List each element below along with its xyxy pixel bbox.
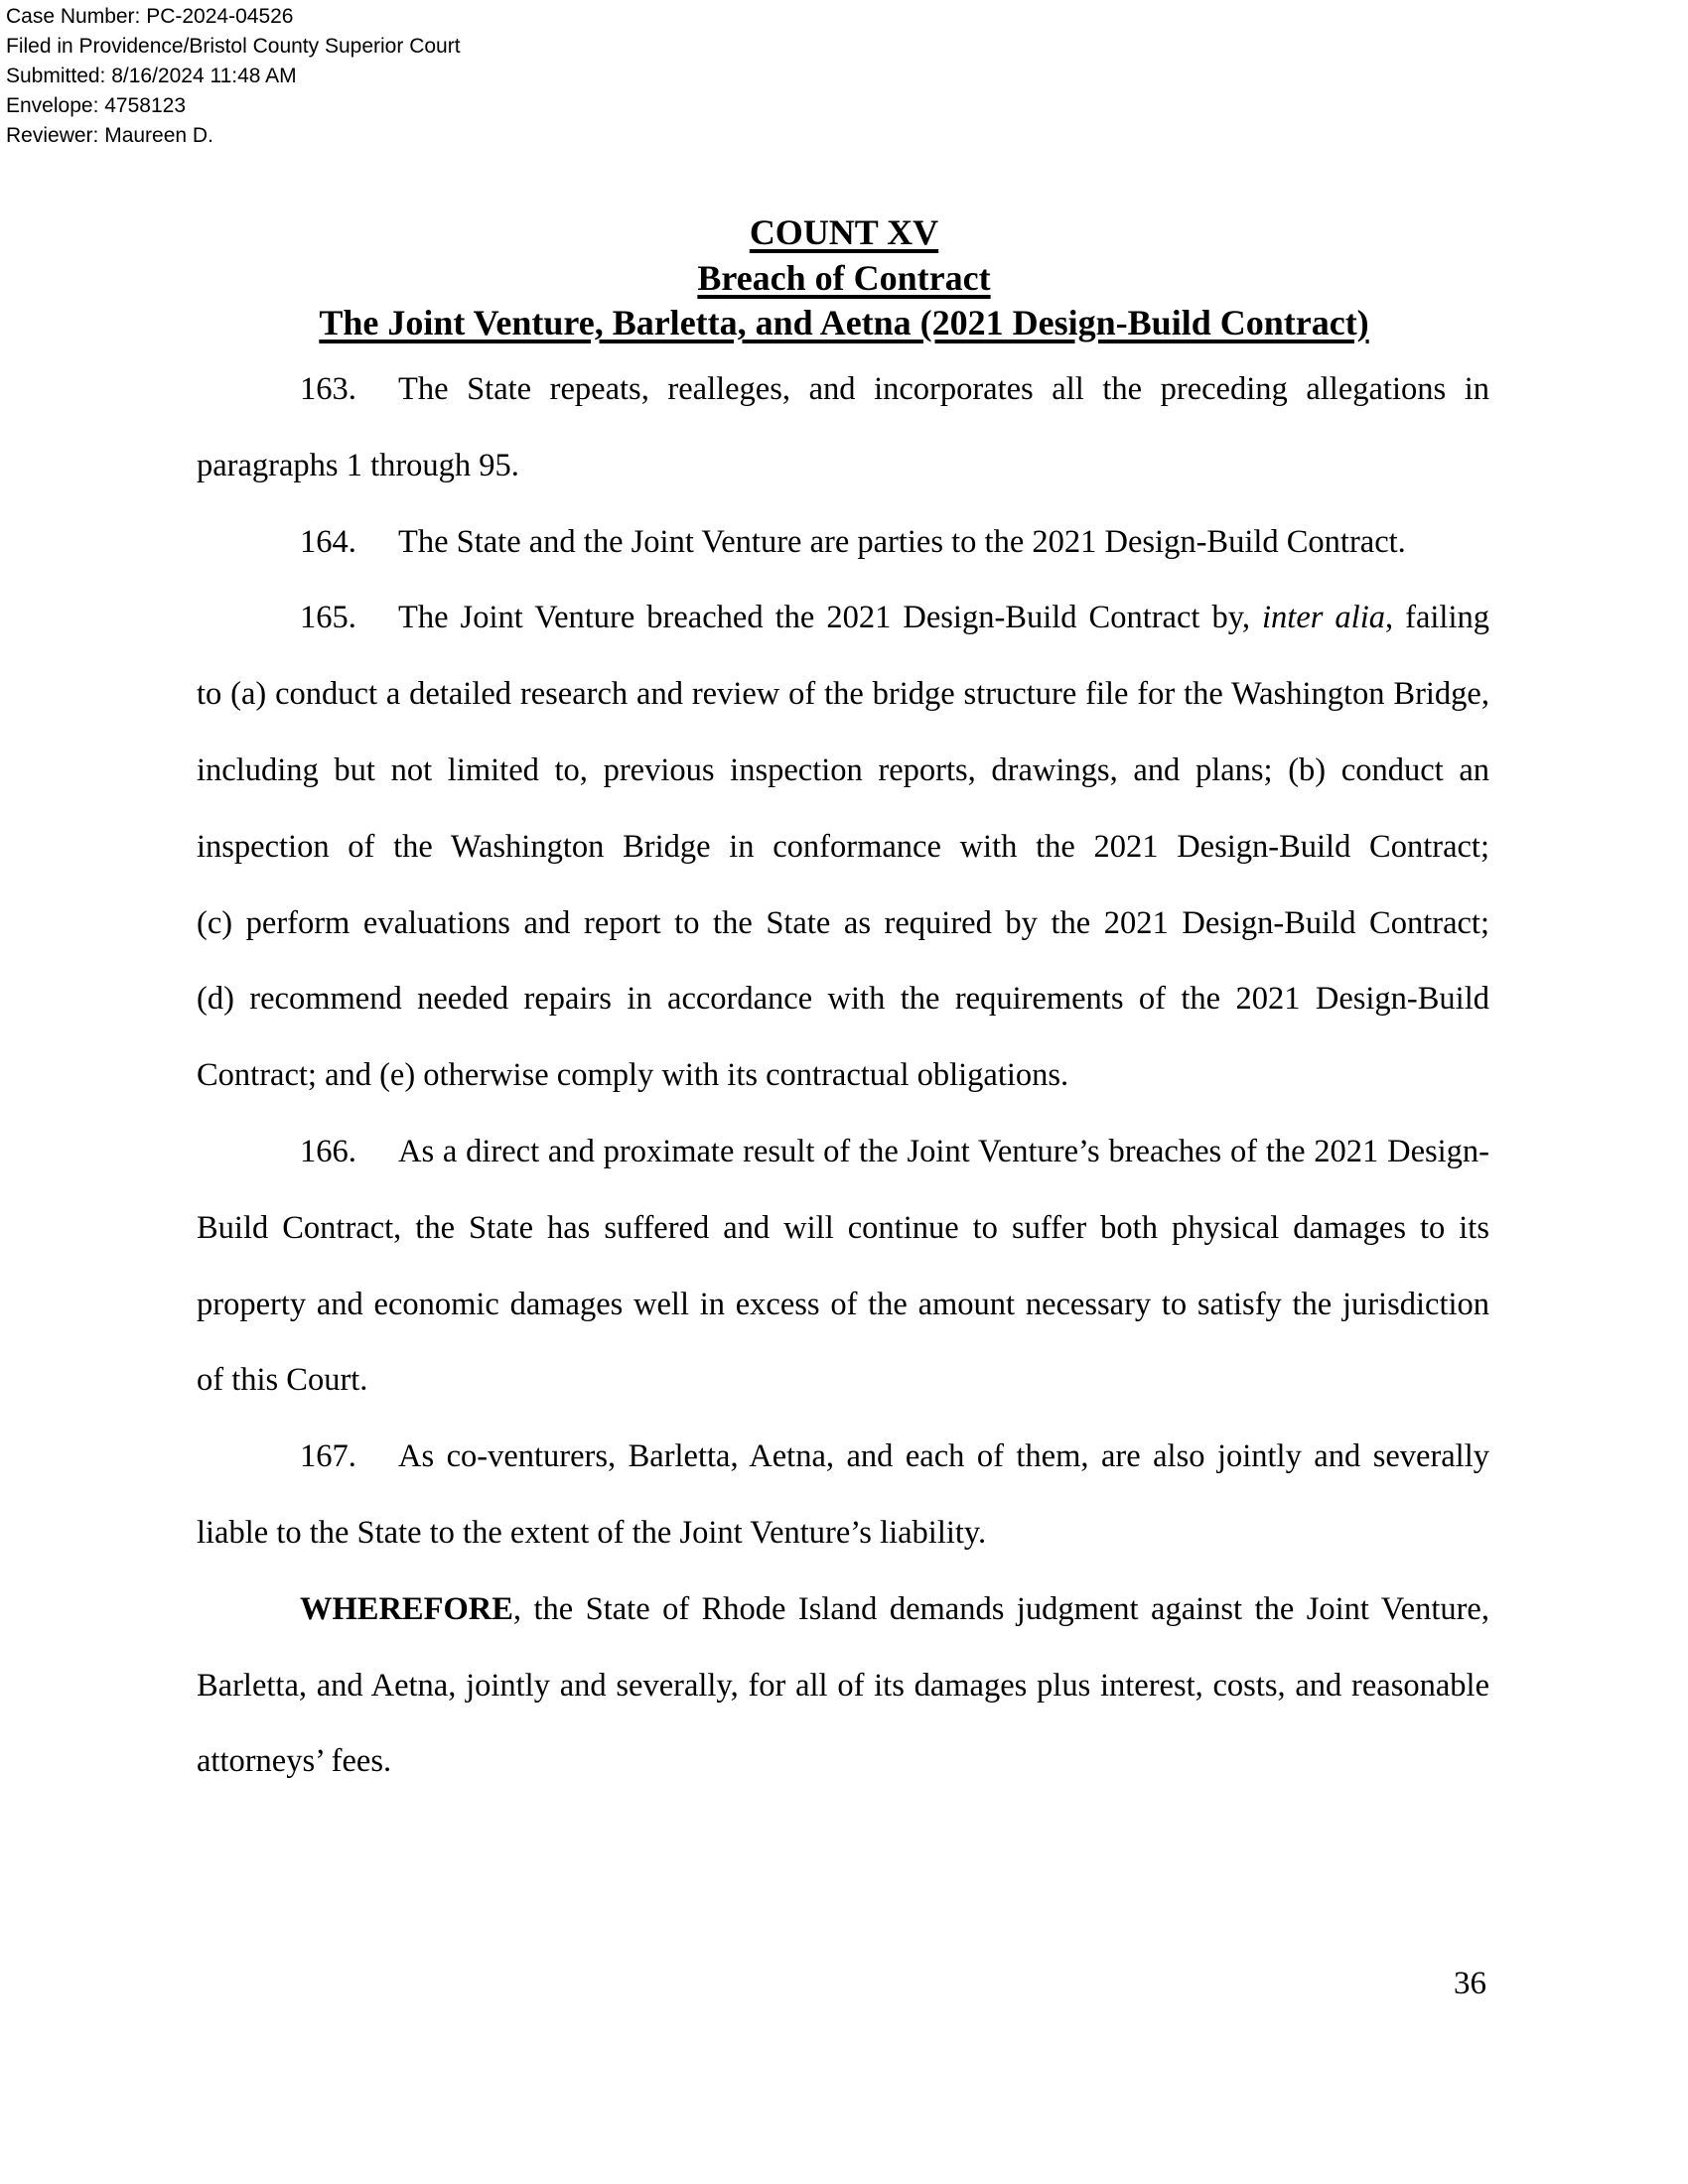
para-167-text: As co-venturers, Barletta, Aetna, and each of them, are also jointly and severally (398, 1438, 1489, 1475)
para-163-line-2: paragraphs 1 through 95. (197, 447, 519, 483)
para-165-text-pre: The Joint Venture breached the 2021 Design-Build Contract by, (398, 600, 1263, 636)
stamp-filed-court: Filed in Providence/Bristol County Superior Court (6, 35, 461, 58)
para-165-line-4: inspection of the Washington Bridge in conformance with the 2021 Design-Build Contract; (197, 828, 1489, 865)
page-number: 36 (1454, 1966, 1486, 2001)
body-text (197, 351, 1489, 1800)
para-165-text-post: , failing (1385, 600, 1489, 636)
para-163-text: The State repeats, realleges, and incorporates all the preceding allegations in (398, 371, 1489, 407)
para-165-line-3: including but not limited to, previous inspection reports, drawings, and plans; (b) conduct an (197, 751, 1489, 788)
stamp-reviewer: Reviewer: Maureen D. (6, 124, 213, 147)
para-163-line-1 (197, 351, 1489, 428)
para-165-line-2: to (a) conduct a detailed research and review of the bridge structure file for the Washington Bridge, (197, 676, 1489, 713)
paragraph-number-163: 163. (300, 371, 356, 407)
wherefore-text: , the State of Rhode Island demands judgment against the Joint Venture, (512, 1590, 1489, 1627)
para-165-line-7: Contract; and (e) otherwise comply with its contractual obligations. (197, 1057, 1069, 1094)
wherefore-line-2: Barletta, and Aetna, jointly and severally, for all of its damages plus interest, costs, and reasonable (197, 1667, 1489, 1704)
stamp-submitted: Submitted: 8/16/2024 11:48 AM (6, 65, 297, 87)
paragraph-number-167: 167. (300, 1438, 356, 1475)
parties-heading: The Joint Venture, Barletta, and Aetna (2021 Design-Build Contract) (319, 303, 1369, 342)
para-167-line-2: liable to the State to the extent of the Joint Venture’s liability. (197, 1514, 987, 1551)
efiling-stamp (6, 2, 461, 151)
para-165-line-5: (c) perform evaluations and report to the State as required by the 2021 Design-Build Contract; (197, 904, 1489, 941)
stamp-envelope: Envelope: 4758123 (6, 94, 186, 117)
para-164-line-1 (197, 504, 1489, 581)
stamp-case-number: Case Number: PC-2024-04526 (6, 5, 294, 28)
wherefore-line-1 (197, 1571, 1489, 1648)
paragraph-number-165: 165. (300, 600, 356, 636)
paragraph-number-164: 164. (300, 523, 356, 560)
paragraph-number-166: 166. (300, 1133, 356, 1169)
count-heading: COUNT XV (749, 212, 939, 252)
para-166-line-3: property and economic damages well in excess of the amount necessary to satisfy the jurisdiction (197, 1286, 1489, 1322)
para-166-line-4: of this Court. (197, 1362, 368, 1399)
para-165-line-1 (197, 580, 1489, 656)
para-167-line-1 (197, 1419, 1489, 1495)
para-166-line-2: Build Contract, the State has suffered and will continue to suffer both physical damages to its (197, 1209, 1489, 1246)
wherefore-keyword: WHEREFORE (300, 1590, 513, 1627)
para-166-line-1 (197, 1114, 1489, 1190)
para-165-latin-phrase: inter alia (1262, 600, 1385, 636)
wherefore-line-3: attorneys’ fees. (197, 1743, 392, 1780)
para-165-line-6: (d) recommend needed repairs in accordance with the requirements of the 2021 Design-Build (197, 981, 1489, 1018)
count-heading-block (199, 210, 1489, 346)
para-164-text: The State and the Joint Venture are parties to the 2021 Design-Build Contract. (398, 523, 1406, 560)
para-166-text: As a direct and proximate result of the Joint Venture’s breaches of the 2021 Design- (398, 1133, 1489, 1169)
claim-heading: Breach of Contract (697, 257, 991, 298)
